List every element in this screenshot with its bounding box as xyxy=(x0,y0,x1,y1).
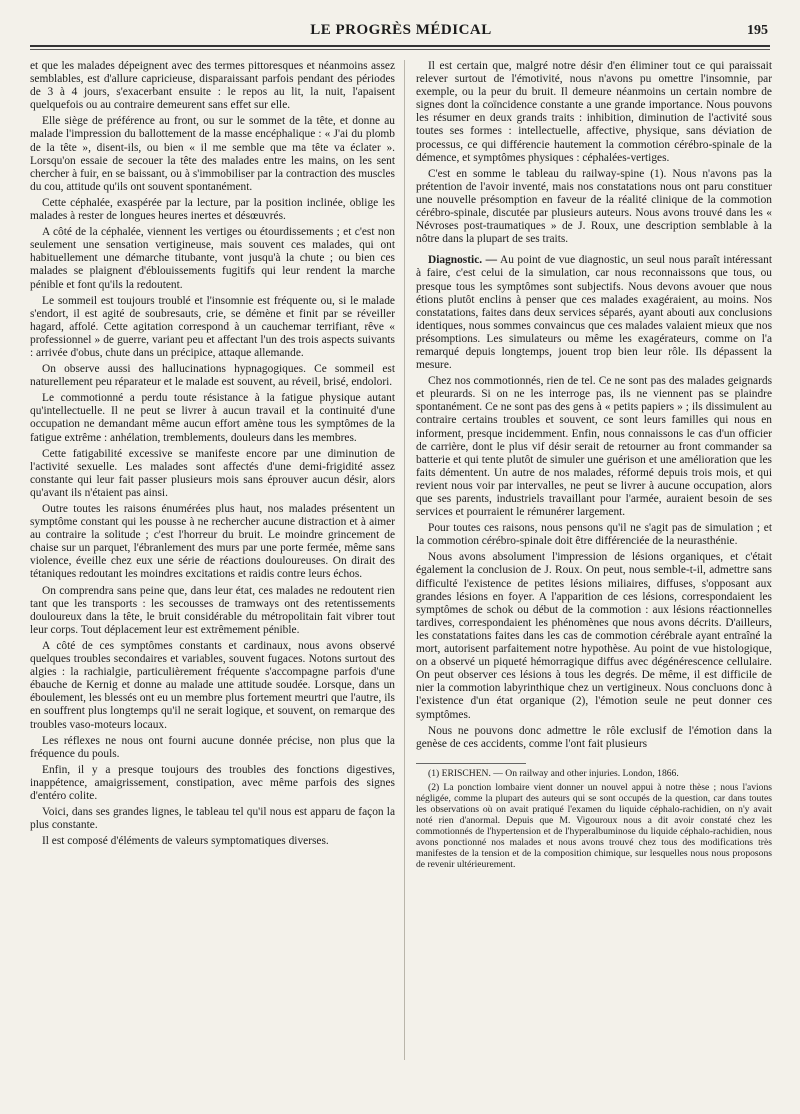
paragraph: On observe aussi des hallucinations hypnagogiques. Ce sommeil est naturellement peu réparateur et le malade est souvent, au réveil, brisé, endolori. xyxy=(30,363,395,389)
footnote-1: (1) ERISCHEN. — On railway and other injuries. London, 1866. xyxy=(428,767,679,779)
journal-title: LE PROGRÈS MÉDICAL xyxy=(310,22,492,38)
paragraph: Cette fatigabilité excessive se manifeste encore par une diminution de l'activité sexuelle. Les malades sont affectés d'une demi-frigidité assez constante qui leur fait passer plusieurs mois sans éprouver aucun désir, alors qu'avant ils n'étaient pas ainsi. xyxy=(30,447,395,499)
paragraph: On comprendra sans peine que, dans leur état, ces malades ne redoutent rien tant que les transports : les secousses de tramways ont des retentissements douloureux dans la tête, le bruit considérable du métropolitain fait vibrer tout leur corps. Tout déplacement leur est extrêmement pénible. xyxy=(30,584,395,636)
diagnostic-text: Au point de vue diagnostic, un seul nous paraît intéressant à faire, c'est celui de la simulation, car nous reconnaissons que tous, ou presque tous les symptômes sont subjectifs. Nous devons avouer que nous étions plutôt enclins à penser que ces malades exagéraient, au moins. Nos constatations, faites dans deux services séparés, ayant abouti aux conclusions identiques, nous sommes convaincus que ces malades valaient mieux que nos présomptions. Les simulateurs ou même les exagérateurs, comme on l'a remarqué depuis longtemps, jouent trop bien leur rôle. Ils dépassent la mesure. xyxy=(416,254,772,372)
paragraph: Nous ne pouvons donc admettre le rôle exclusif de l'émotion dans la genèse de ces accidents, comme l'ont fait plusieurs xyxy=(416,724,772,750)
header-rule xyxy=(30,45,770,47)
paragraph: Pour toutes ces raisons, nous pensons qu'il ne s'agit pas de simulation ; et la commotion cérébro-spinale doit être différenciée de la neurasthénie. xyxy=(416,522,772,548)
paragraph: Le commotionné a perdu toute résistance à la fatigue physique autant qu'intellectuelle. Il ne peut se livrer à aucun travail et la continuité d'une occupation ne demandant même aucun effort amène tous les symptômes de la fatigue extrême : anhélation, tremblements, douleurs dans les membres. xyxy=(30,392,395,444)
paragraph: A côté de ces symptômes constants et cardinaux, nous avons observé quelques troubles secondaires et variables, souvent fugaces. Notons surtout des algies : la rachialgie, particulièrement fréquente s'accompagne parfois d'une ébauche de Kernig et donne au malade une attitude soudée. Lorsque, dans un éboulement, les blessés ont eu un membre plus fortement meurtri que l'autre, ils en souffrent plus longtemps qu'il ne serait logique, et souvent, on remarque des troubles vaso-moteurs locaux. xyxy=(30,639,395,731)
paragraph: Chez nos commotionnés, rien de tel. Ce ne sont pas des malades geignards et pleurards. Si on ne les interroge pas, ils ne viennent pas se plaindre spontanément. Ce ne sont pas des gens à « petits papiers » ; ils dissimulent au contraire certains troubles et souvent, ce sont leurs familles qui nous en informent, presque incidemment. Enfin, nous connaissons le cas d'un officier de carrière, dont le plus vif désir serait de retourner au front commander sa batterie et qui tente plutôt de simuler une guérison et une amélioration que les faits démentent. Un autre de nos malades, réformé depuis trois mois, et qui revient nous voir par intervalles, ne peut se livrer à aucune occupation, alors que ses parents, industriels travaillant pour l'armée, auraient besoin de ses services et pourraient le rémunérer largement. xyxy=(416,375,772,519)
paragraph: Cette céphalée, exaspérée par la lecture, par la position inclinée, oblige les malades à rester de longues heures inertes et désœuvrés. xyxy=(30,196,395,223)
diagnostic-paragraph xyxy=(416,254,772,372)
page-header xyxy=(30,22,772,44)
paragraph: Nous avons absolument l'impression de lésions organiques, et c'était également la conclusion de J. Roux. On peut, nous semble-t-il, admettre sans difficulté l'existence de petites lésions miliaires, diffuses, s'opposant aux grandes lésions en foyer. A l'apparition de ces lésions, correspondaient les symptômes de schok ou début de la commotion : aux lésions réactionnelles tardives, correspondaient les phénomènes que nous avons décrits. D'ailleurs, les constatations faites dans les cas de commotion cérébrale ayant entraîné la mort, autorisent parfaitement notre hypothèse. Au point de vue histologique, on a observé un piqueté hémorragique diffus avec dégénérescence cellulaire. On peut observer ces lésions à tous les degrés. De même, il est difficile de nier la commotion labyrinthique chez un vertigineux. Nous concluons donc à l'existence d'un état organique (2), l'émotion seule ne peut donner ces symptômes. xyxy=(416,551,772,721)
paragraph: et que les malades dépeignent avec des termes pittoresques et néanmoins assez semblables, est d'allure capricieuse, disparaissant parfois pendant des périodes de 3 à 4 jours, s'exacerbant ensuite : le repos au lit, la nuit, l'apaisent quelquefois ou au contraire demeurent sans effet sur elle. xyxy=(30,60,395,112)
paragraph: Il est certain que, malgré notre désir d'en éliminer tout ce qui paraissait relever surtout de l'émotivité, nous n'avons pu omettre l'insomnie, par exemple, ou la peur du bruit. Il demeure néanmoins un certain nombre de signes dont la coïncidence constante a une grande importance. Nous pouvons les résumer en deux grands traits : inhibition, diminution de l'activité sous toutes ses formes : intellectuelle, affective, physique, sans déviation de processus, ce qui différencie hautement la commotion cérébro-spinale de la démence, et symptômes physiques : céphalées-vertiges. xyxy=(416,60,772,164)
paragraph: A côté de la céphalée, viennent les vertiges ou étourdissements ; et c'est non seulement une sensation vertigineuse, mais souvent ces malades, qui ont habituellement une démarche titubante, vont jusqu'à la chute ; ou bien ces malades se plaignent d'éblouissements fugitifs qui leur rendent la marche pénible et font qu'ils la redoutent. xyxy=(30,226,395,291)
diagnostic-heading: Diagnostic. — xyxy=(428,254,498,267)
footnote-2: (2) La ponction lombaire vient donner un nouvel appui à notre thèse ; nous l'avions négligée, comme la plupart des auteurs qui se sont occupés de la question, car dans toutes les observations où on avait pratiqué l'examen du liquide céphalo-rachidien, on n'y avait noté rien d'anormal. Depuis que M. Vigouroux nous a dit avoir constaté chez les commotionnés de l'hypertension et de l'hyperalbuminose du liquide céphalo-rachidien, nous avons ponctionné nos malades et nous avons trouvé chez tous des modifications très manifestes de la tension et de la composition chimique, sur lesquelles nous nous proposons de revenir ultérieurement. xyxy=(416,781,772,870)
header-rule-thin xyxy=(30,49,770,50)
footnote-separator xyxy=(416,763,526,764)
paragraph: Voici, dans ses grandes lignes, le tableau tel qu'il nous est apparu de façon la plus constante. xyxy=(30,806,395,832)
paragraph: Il est composé d'éléments de valeurs symptomatiques diverses. xyxy=(42,835,329,848)
paragraph: C'est en somme le tableau du railway-spine (1). Nous n'avons pas la prétention de l'avoir inventé, mais nos constatations nous ont paru constituer une nouvelle présomption en faveur de la réalité clinique de la commotion cérébro-spinale, discutée par plusieurs auteurs. Nous avons trouvé dans les « Névroses post-traumatiques » de J. Roux, une description semblable à la nôtre dans la plupart de ses traits. xyxy=(416,167,772,246)
left-column xyxy=(30,60,395,851)
paragraph: Outre toutes les raisons énumérées plus haut, nos malades présentent un symptôme constant qui les pousse à ne rechercher aucune distraction et à aimer au contraire la solitude ; c'est l'horreur du bruit. Le moindre grincement de chaise sur un parquet, l'ébranlement des murs par une porte fermée, même sans violence, éveille chez eux une série de réactions douloureuses. On dirait des tétaniques redoutant les moindres excitations et raidis contre leurs échos. xyxy=(30,503,395,581)
page-number: 195 xyxy=(747,23,768,38)
paragraph: Elle siège de préférence au front, ou sur le sommet de la tête, et donne au malade l'impression du ballottement de la masse encéphalique : « J'ai du plomb de la tête », disent-ils, ou bien « il me semble que ma tête va éclater ». Lorsqu'on essaie de secouer la tête des malades entre les mains, on les sent chercher à fuir, en se baissant, ou à s'immobiliser par la contraction des muscles du cou, attitude qu'ils ont souvent spontanément. xyxy=(30,115,395,193)
paragraph: Enfin, il y a presque toujours des troubles des fonctions digestives, inappétence, amaigrissement, constipation, avec même parfois des signes d'entéro colite. xyxy=(30,763,395,802)
right-column xyxy=(416,60,772,873)
column-divider xyxy=(404,60,405,1060)
paragraph: Le sommeil est toujours troublé et l'insomnie est fréquente ou, si le malade s'endort, il est agité de soubresauts, crie, se démène et finit par se réveiller hagard, affolé. Cette agitation correspond à un cauchemar terrifiant, rêve « professionnel » de guerre, variant peu et affectant l'un des trois aspects suivants : arrivée d'obus, chute dans un précipice, attaque allemande. xyxy=(30,294,395,359)
paragraph: Les réflexes ne nous ont fourni aucune donnée précise, non plus que la fréquence du pouls. xyxy=(30,734,395,760)
